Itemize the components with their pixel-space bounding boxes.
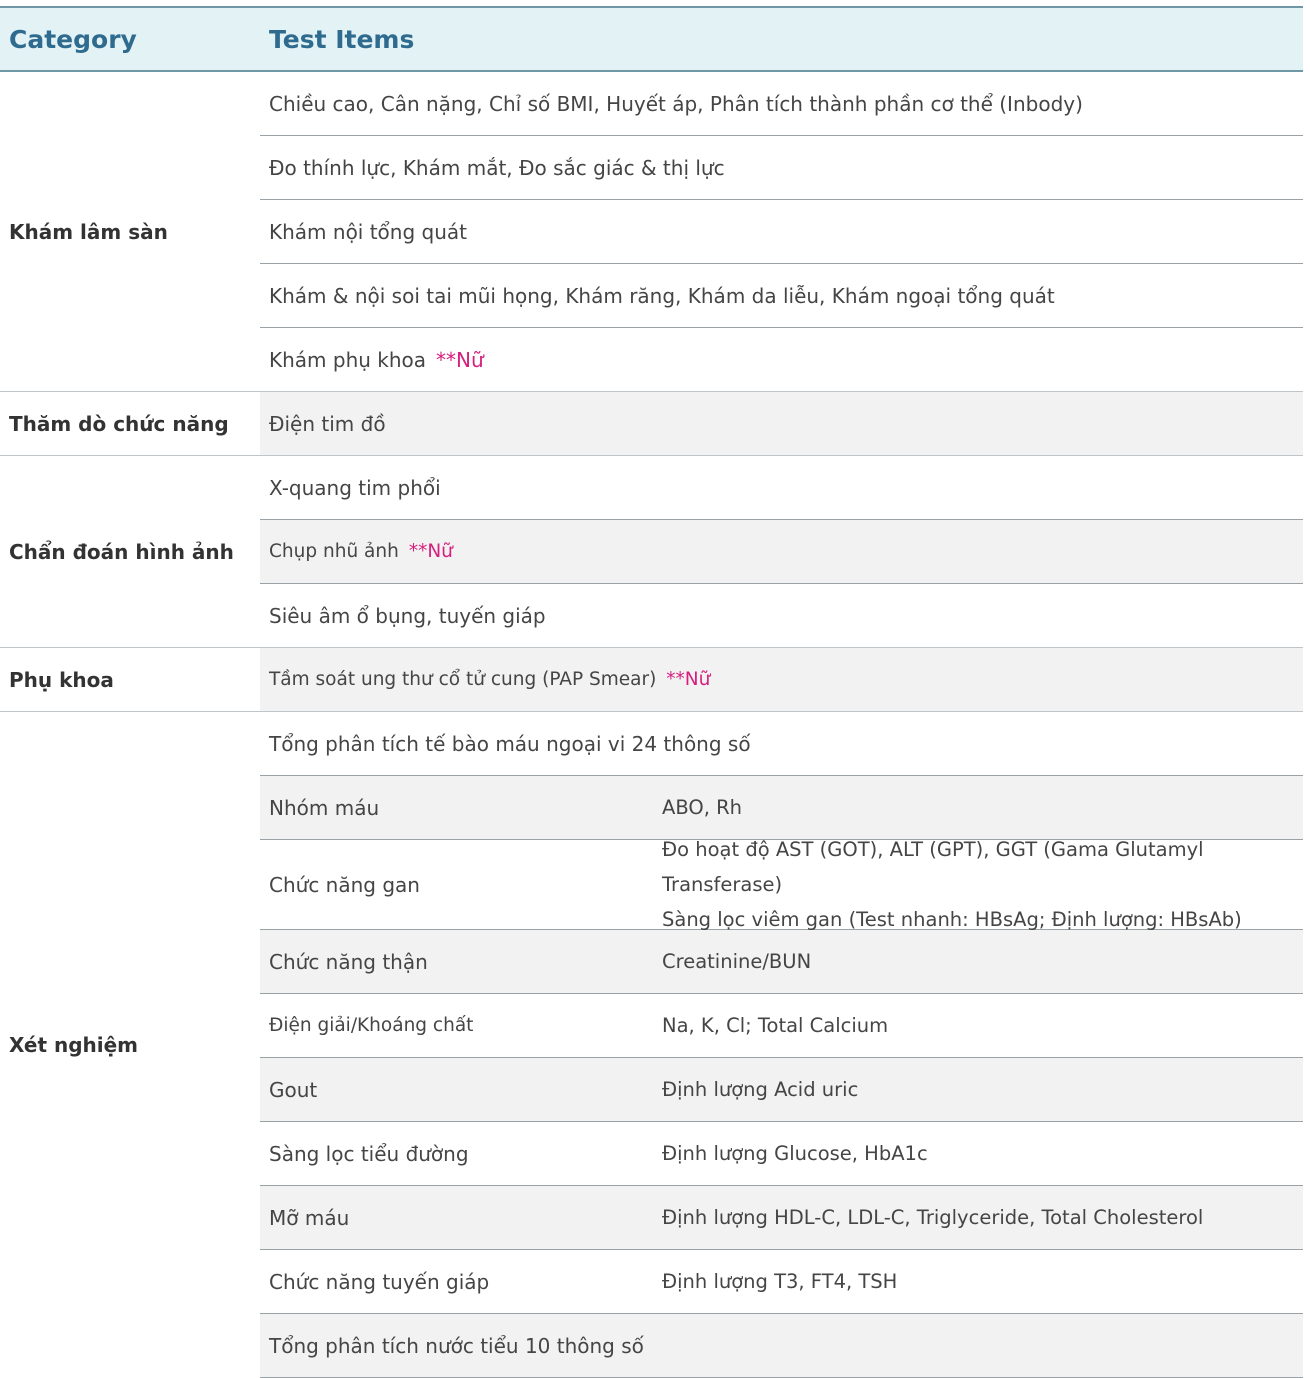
group-phu-khoa xyxy=(0,648,1303,712)
group-chan-doan-hinh-anh xyxy=(0,456,1303,648)
test-item: Chức năng thận xyxy=(269,949,428,974)
category-label: Thăm dò chức năng xyxy=(9,411,229,436)
table-row xyxy=(260,1122,1303,1186)
test-item: Mỡ máu xyxy=(269,1205,350,1230)
table-row xyxy=(260,72,1303,136)
test-item: Khám nội tổng quát xyxy=(269,219,467,244)
table-row xyxy=(260,712,1303,776)
group-tham-do-chuc-nang xyxy=(0,392,1303,456)
table-row xyxy=(260,930,1303,994)
table-row xyxy=(260,994,1303,1058)
category-label: Chẩn đoán hình ảnh xyxy=(9,539,234,564)
test-item: Khám & nội soi tai mũi họng, Khám răng, Khám da liễu, Khám ngoại tổng quát xyxy=(269,283,1055,308)
table-row xyxy=(260,1250,1303,1314)
test-item: Chức năng tuyến giáp xyxy=(269,1269,490,1294)
test-detail: Creatinine/BUN xyxy=(662,950,812,973)
table-row xyxy=(260,1314,1303,1378)
test-item: Tổng phân tích tế bào máu ngoại vi 24 thông số xyxy=(269,731,751,756)
table-row xyxy=(260,264,1303,328)
group-xet-nghiem xyxy=(0,712,1303,1378)
table-row xyxy=(260,200,1303,264)
test-detail: Định lượng Acid uric xyxy=(662,1078,859,1101)
test-item: Nhóm máu xyxy=(269,795,380,820)
female-note: **Nữ xyxy=(666,669,711,690)
table-row xyxy=(260,328,1303,391)
group-kham-lam-san xyxy=(0,72,1303,392)
test-item: Siêu âm ổ bụng, tuyến giáp xyxy=(269,603,546,628)
table-row xyxy=(260,648,1303,711)
test-item: Điện tim đồ xyxy=(269,411,386,436)
female-note: **Nữ xyxy=(436,347,484,372)
test-item: Sàng lọc tiểu đường xyxy=(269,1141,469,1166)
table-row xyxy=(260,776,1303,840)
test-detail: Na, K, Cl; Total Calcium xyxy=(662,1014,889,1037)
category-label: Khám lâm sàn xyxy=(9,219,168,244)
category-label: Xét nghiệm xyxy=(9,1033,139,1057)
test-detail: ABO, Rh xyxy=(662,796,743,819)
table-row xyxy=(260,136,1303,200)
table-row xyxy=(260,456,1303,520)
header-category: Category xyxy=(9,24,137,54)
test-item: Đo thính lực, Khám mắt, Đo sắc giác & thị lực xyxy=(269,155,725,180)
test-detail: Đo hoạt độ AST (GOT), ALT (GPT), GGT (Gama Glutamyl Transferase) Sàng lọc viêm gan (Test nhanh: HBsAg; Định lượng: HBsAb) xyxy=(662,838,1242,931)
table-row xyxy=(260,1186,1303,1250)
test-items-table xyxy=(0,6,1303,1378)
test-detail: Định lượng T3, FT4, TSH xyxy=(662,1270,898,1293)
test-item: Tổng phân tích nước tiểu 10 thông số xyxy=(269,1333,644,1358)
test-item: Gout xyxy=(269,1077,318,1102)
test-detail: Định lượng HDL-C, LDL-C, Triglyceride, Total Cholesterol xyxy=(662,1206,1204,1229)
category-label: Phụ khoa xyxy=(9,667,114,692)
table-header xyxy=(0,6,1303,72)
test-item: Chức năng gan xyxy=(269,872,420,897)
test-item: Khám phụ khoa **Nữ xyxy=(269,347,484,372)
test-item: Tầm soát ung thư cổ tử cung (PAP Smear) **Nữ xyxy=(269,669,711,690)
test-item: Chiều cao, Cân nặng, Chỉ số BMI, Huyết áp, Phân tích thành phần cơ thể (Inbody) xyxy=(269,91,1083,116)
female-note: **Nữ xyxy=(408,541,453,562)
test-item: Chụp nhũ ảnh **Nữ xyxy=(269,541,453,562)
table-row xyxy=(260,584,1303,647)
table-row xyxy=(260,392,1303,455)
header-test-items: Test Items xyxy=(269,24,415,54)
table-row xyxy=(260,520,1303,584)
test-item: X-quang tim phổi xyxy=(269,475,441,500)
test-item: Điện giải/Khoáng chất xyxy=(269,1015,474,1036)
test-detail: Định lượng Glucose, HbA1c xyxy=(662,1142,928,1165)
table-row xyxy=(260,840,1303,930)
table-row xyxy=(260,1058,1303,1122)
